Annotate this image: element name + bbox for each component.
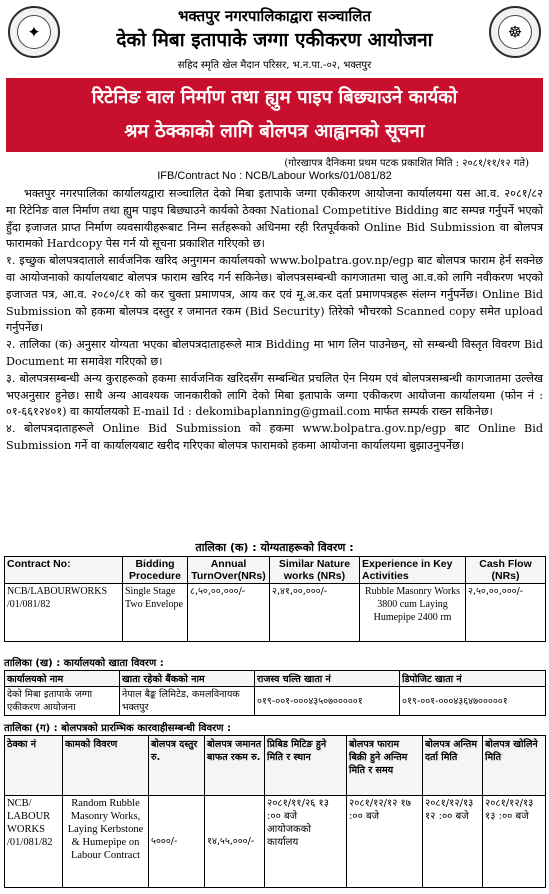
table-header-cell: बोलपत्र खोलिने मिति <box>483 736 546 796</box>
table-cell: देको मिबा इतापाके जग्गा एकीकरण आयोजना <box>5 687 120 716</box>
table-row <box>5 687 546 716</box>
table-cell: १४,५५,०००/- <box>205 796 265 888</box>
table-header-cell: ठेक्का नं <box>5 736 63 796</box>
table-header-cell: बोलपत्र जमानत बाफत रकम रु. <box>205 736 265 796</box>
table-header-cell: कामको विवरण <box>63 736 149 796</box>
table-a-title: तालिका (क) : योग्यताहरूको विवरण : <box>195 541 354 554</box>
table-b-title: तालिका (ख) : कार्यालयको खाता विवरण : <box>4 658 164 669</box>
table-cell: २०८१/११/२६ १३ :०० बजे आयोजकको कार्यालय <box>265 796 347 888</box>
table-cell: नेपाल बैङ्क लिमिटेड, कमलविनायक भक्तपुर <box>120 687 255 716</box>
table-cell: Rubble Masonry Works 3800 cum Laying Humepipe 2400 rm <box>360 584 466 642</box>
table-header-row <box>5 671 546 687</box>
publication-note: (गोरखापत्र दैनिकमा प्रथम पटक प्रकाशित मिति : २०८१/११/१२ गते) <box>284 158 529 169</box>
notice-body <box>6 186 543 455</box>
table-header-cell: राजस्व चल्ति खाता नं <box>255 671 400 687</box>
table-header-cell: Experience in Key Activities <box>360 557 466 584</box>
table-header-cell: Annual TurnOver(NRs) <box>188 557 270 584</box>
table-row <box>5 796 546 888</box>
header-line-1: भक्तपुर नगरपालिकाद्वारा सञ्चालित <box>178 7 371 25</box>
bid-process-table <box>4 735 546 888</box>
table-row <box>5 584 546 642</box>
table-header-cell: प्रिबिड मिटिङ हुने मिति र स्थान <box>265 736 347 796</box>
table-header-row <box>5 736 546 796</box>
point-2: २. तालिका (क) अनुसार योग्यता भएका बोलपत्रदाताहरूले मात्र Bidding मा भाग लिन पाउनेछन्, सो सम्बन्धी विस्तृत विवरण Bid Document मा समावेश गरिएको छ। <box>6 338 543 368</box>
municipality-logo: ☸ <box>489 6 541 58</box>
point-4: ४. बोलपत्रदाताहरूले Online Bid Submission को हकमा www.bolpatra.gov.np/egp बाट Online Bid Submission गर्ने वा कार्यालयबाट खरीद गरिएका बोलपत्र फारामको हकमा आयोजना कार्यालयमा बुझाउनुपर्नेछ। <box>6 422 543 452</box>
header-address: सहिद स्मृति खेल मैदान परिसर, भ.न.पा.-०२, भक्तपुर <box>177 60 372 71</box>
nepal-emblem-logo: ✦ <box>8 6 60 58</box>
table-cell: NCB/ LABOUR WORKS /01/081/82 <box>5 796 63 888</box>
header-project-name: देको मिबा इतापाके जग्गा एकीकरण आयोजना <box>116 29 433 51</box>
table-cell: Single Stage Two Envelope <box>123 584 188 642</box>
table-header-cell: Contract No: <box>5 557 123 584</box>
table-cell: २,४१,००,०००/- <box>270 584 360 642</box>
ifb-number: IFB/Contract No : NCB/Labour Works/01/081/82 <box>157 170 392 182</box>
table-cell: ०१९-००१-०००४३५०७०००००१ <box>255 687 400 716</box>
table-cell: २,५०,००,०००/- <box>466 584 546 642</box>
qualification-table <box>4 556 546 642</box>
table-header-cell: बोलपत्र फाराम बिक्री हुने अन्तिम मिति र समय <box>347 736 423 796</box>
table-header-cell: बोलपत्र दस्तुर रु. <box>149 736 205 796</box>
table-cell: Random Rubble Masonry Works, Laying Kerbstone & Humepipe on Labour Contract <box>63 796 149 888</box>
table-cell: ८,५०,००,०००/- <box>188 584 270 642</box>
notice-title-banner <box>6 78 543 152</box>
table-header-cell: Bidding Procedure <box>123 557 188 584</box>
banner-line-1: रिटेनिङ वाल निर्माण तथा ह्युम पाइप बिछ्याउने कार्यको <box>91 87 458 108</box>
table-cell: ५०००/- <box>149 796 205 888</box>
table-header-cell: कार्यालयको नाम <box>5 671 120 687</box>
point-1: १. इच्छुक बोलपत्रदाताले सार्वजनिक खरिद अनुगमन कार्यालयको www.bolpatra.gov.np/egp बाट बोलपत्र फाराम हेर्न सक्नेछ वा आयोजनाको कार्यालयबाट बोलपत्र फाराम खरिद गर्न सकिनेछ। बोलपत्रसम्बन्धी कागजातमा चालु आ.व.को लागि नवीकरण भएको इजाजत पत्र, आ.व. २०८०/८१ को कर चुक्ता प्रमाणपत्र, आय कर एवं मू.अ.कर दर्ता प्रमाणपत्रहरू संलग्न गर्नुपर्नेछ। Online Bid Submission को हकमा बोलपत्र दस्तुर र जमानत रकम (Bid Security) तिरेको भौचरको Scanned copy समेत upload गर्नुपर्नेछ। <box>6 254 543 335</box>
table-header-cell: बोलपत्र अन्तिम दर्ता मिति <box>423 736 483 796</box>
point-3: ३. बोलपत्रसम्बन्धी अन्य कुराहरूको हकमा सार्वजनिक खरिदसँग सम्बन्धित प्रचलित ऐन नियम एवं बोलपत्रसम्बन्धी कागजातमा उल्लेख भएअनुसार हुनेछ। साथै अन्य आवश्यक जानकारीको लागि देको मिबा इतापाके जग्गा एकीकरण आयोजना कार्यालयमा (फोन नं : ०१-६६१२४०१) वा कार्यालयको E-mail Id : dekomibaplanning@gmail.com मार्फत सम्पर्क राख्न सकिनेछ। <box>6 371 543 419</box>
table-cell: २०८१/१२/१३ १३ :०० बजे <box>483 796 546 888</box>
table-cell: ०१९-००१-०००४३६४७०००००१ <box>400 687 546 716</box>
intro-paragraph: भक्तपुर नगरपालिका कार्यालयद्वारा सञ्चालित देको मिबा इतापाके जग्गा एकीकरण आयोजना कार्यालयमा यस आ.व. २०८१/८२ मा रिटेनिङ वाल निर्माण तथा ह्युम पाइप बिछ्याउने कार्यको ठेक्का National Competitive Bidding बाट सम्पन्न गर्नुपर्ने भएको हुँदा इजाजत प्राप्त निर्माण व्यवसायीहरूबाट निम्न सर्तहरूको अधिनमा रही रितपूर्वकको Online Bid Submission वा बोलपत्र फारामको Hardcopy पेस गर्न यो सूचना प्रकाशित गरिएको छ। <box>6 187 543 251</box>
banner-line-2: श्रम ठेक्काको लागि बोलपत्र आह्वानको सूचना <box>124 121 425 142</box>
table-header-cell: डिपोजिट खाता नं <box>400 671 546 687</box>
table-c-title: तालिका (ग) : बोलपत्रको प्रारम्भिक कारवाहीसम्बन्धी विवरण : <box>4 723 231 734</box>
table-header-row <box>5 557 546 584</box>
table-header-cell: खाता रहेको बैंकको नाम <box>120 671 255 687</box>
table-header-cell: Cash Flow (NRs) <box>466 557 546 584</box>
table-header-cell: Similar Nature works (NRs) <box>270 557 360 584</box>
account-table <box>4 670 546 716</box>
table-cell: NCB/LABOURWORKS /01/081/82 <box>5 584 123 642</box>
table-cell: २०८१/१२/१३ १२ :०० बजे <box>423 796 483 888</box>
table-cell: २०८१/१२/१२ १७ :०० बजे <box>347 796 423 888</box>
